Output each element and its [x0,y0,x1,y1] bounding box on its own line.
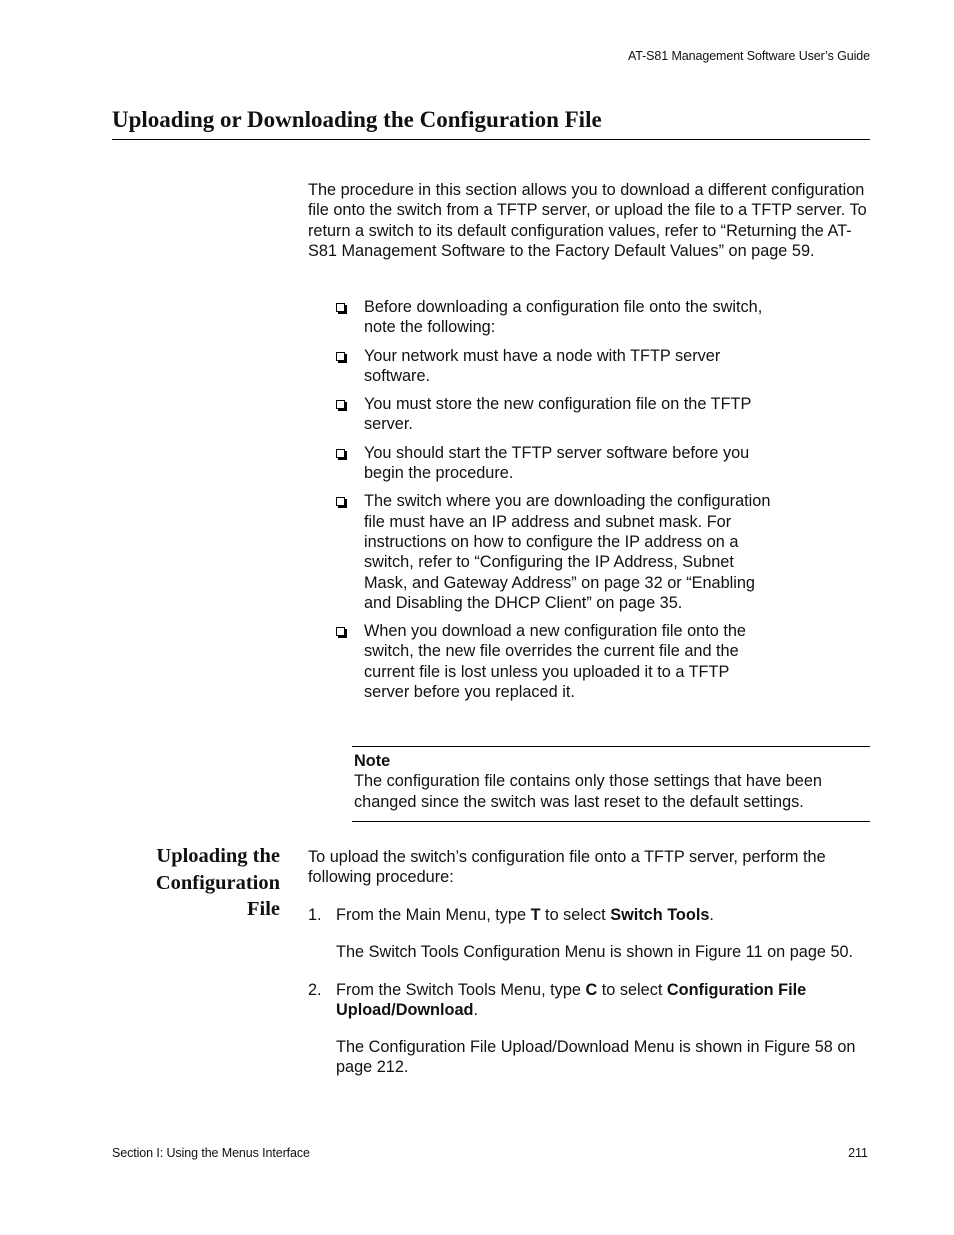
list-item [336,297,776,338]
bullet-text: Before downloading a configuration file onto the switch, note the following: [364,298,763,337]
bullet-text: Your network must have a node with TFTP server software. [364,346,721,385]
note-box [352,746,870,822]
step-text: From the Switch Tools Menu, type [336,980,586,999]
list-item [336,443,776,484]
subsection-title-line: File [246,898,280,920]
checkbox-bullet-icon [336,303,345,312]
bullet-text: When you download a new configuration file onto the switch, the new file overrides the current file and the current file is lost unless you uploaded it to a TFTP server before you replaced it. [364,622,746,702]
bullet-text: The switch where you are downloading the configuration file must have an IP address and subnet mask. For instructions on how to configure the IP address on a switch, refer to “Configuring the IP Address, Subnet Mask, and Gateway Address” on page 32 or “Enabling and Disabling the DHCP Client” on page 35. [364,492,771,612]
checkbox-bullet-icon [336,449,345,458]
subsection-title-line: Configuration [155,871,280,894]
step-detail: The Configuration File Upload/Download Menu is shown in Figure 58 on page 212. [336,1038,856,1077]
step-number: 1. [308,906,322,924]
page-number: 211 [848,1146,868,1160]
step-option: Switch Tools [610,906,710,924]
list-item [336,346,776,387]
list-item [336,394,776,435]
bullet-list [336,297,776,710]
step-text: to select [540,906,611,924]
step-key: T [530,906,541,924]
subsection-intro: To upload the switch’s configuration file onto a TFTP server, perform the following procedure: [308,848,826,887]
section-title: Uploading or Downloading the Configuration File [112,107,870,140]
step-key: C [585,980,598,999]
checkbox-bullet-icon [336,400,345,409]
bullet-text: You should start the TFTP server software before you begin the procedure. [364,443,750,483]
list-item [336,621,776,702]
checkbox-bullet-icon [336,627,345,636]
bullet-text: You must store the new configuration file on the TFTP server. [364,395,752,434]
running-header: AT-S81 Management Software User’s Guide [627,49,870,63]
step-text: . [709,906,714,924]
step-text: From the Main Menu, type [336,906,531,924]
checkbox-bullet-icon [336,352,345,361]
procedure-step [308,905,870,963]
subsection-title [112,843,280,923]
note-title: Note [354,752,391,770]
procedure-steps [308,905,870,1078]
footer-section-label: Section I: Using the Menus Interface [112,1146,310,1160]
step-option: Configuration File Upload/Download [336,980,807,1019]
step-number: 2. [308,980,322,999]
step-text: . [473,1000,479,1019]
step-detail: The Switch Tools Configuration Menu is shown in Figure 11 on page 50. [336,943,854,962]
section-intro: The procedure in this section allows you to download a different configuration file onto the switch from a TFTP server, or upload the file to a TFTP server. To return a switch to its default configuration values, refer to “Returning the AT-S81 Management Software to the Factory Default Values” on page 59. [308,181,867,260]
subsection-title-line: Uploading the [156,845,280,867]
note-text: The configuration file contains only those settings that have been changed since the switch was last reset to the default settings. [354,772,822,811]
step-text: to select [597,980,667,999]
list-item [336,491,776,613]
step-instruction [336,980,870,1021]
procedure-step [308,980,870,1078]
checkbox-bullet-icon [336,497,345,506]
step-instruction [336,905,870,925]
